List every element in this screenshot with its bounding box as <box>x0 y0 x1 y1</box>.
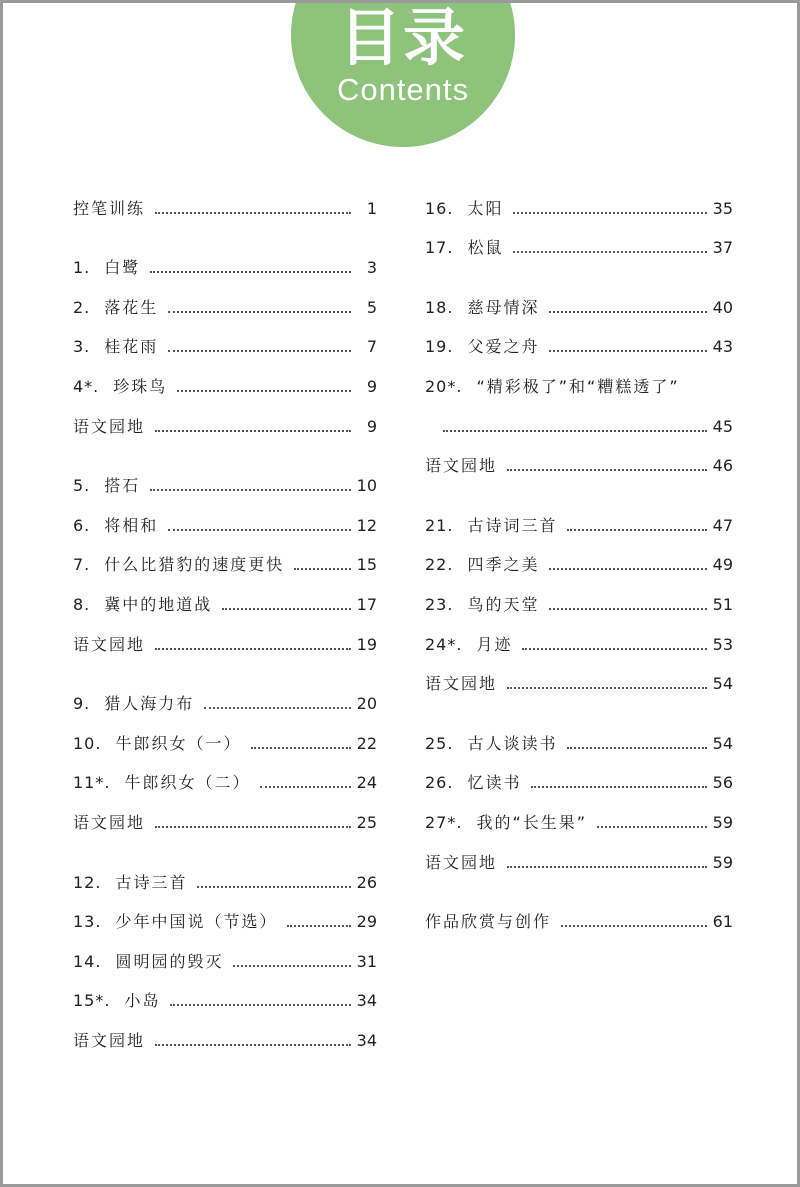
toc-entry-page: 19 <box>356 634 377 654</box>
toc-entry-number: 12. <box>73 872 102 892</box>
badge-title: 目录 <box>338 1 467 74</box>
toc-entry[interactable] <box>425 278 733 318</box>
toc-entry-title: 松鼠 <box>467 238 504 258</box>
toc-entry-page: 54 <box>712 733 733 753</box>
toc-entry-title: 语文园地 <box>73 634 146 654</box>
toc-entry-number: 17. <box>425 238 454 258</box>
toc-entry-page: 20 <box>356 694 377 714</box>
toc-entry[interactable] <box>425 615 733 655</box>
toc-entry-page: 35 <box>712 198 733 218</box>
dot-leader <box>168 350 351 352</box>
dot-leader <box>561 925 707 927</box>
toc-entry-title: 小岛 <box>124 991 161 1011</box>
toc-entry[interactable] <box>73 397 377 437</box>
toc-entry-number: 19. <box>425 337 454 357</box>
toc-entry-page: 61 <box>712 912 733 932</box>
toc-entry-title: 太阳 <box>467 198 504 218</box>
toc-entry[interactable] <box>73 1011 377 1051</box>
toc-entry-title: 语文园地 <box>73 1030 146 1050</box>
toc-entry[interactable] <box>73 457 377 497</box>
toc-entry[interactable] <box>73 496 377 536</box>
toc-entry[interactable] <box>73 675 377 715</box>
toc-right-column <box>425 179 733 932</box>
toc-entry-page: 29 <box>356 912 377 932</box>
dot-leader <box>155 430 351 432</box>
toc-entry[interactable] <box>73 714 377 754</box>
dot-leader <box>150 271 351 273</box>
toc-entry[interactable] <box>73 536 377 576</box>
toc-entry-page: 43 <box>712 337 733 357</box>
toc-entry[interactable] <box>73 575 377 615</box>
toc-entry-title: 月迹 <box>476 634 513 654</box>
toc-entry-page: 7 <box>366 337 377 357</box>
toc-entry-title: 桂花雨 <box>104 337 159 357</box>
toc-entry-number: 5. <box>73 476 91 496</box>
toc-entry[interactable] <box>425 893 733 933</box>
toc-entry-page: 9 <box>366 416 377 436</box>
toc-entry-number: 11*. <box>73 773 111 793</box>
toc-entry-title: 鸟的天堂 <box>467 594 540 614</box>
toc-entry-title: 控笔训练 <box>73 198 146 218</box>
dot-leader <box>443 430 707 432</box>
toc-entry-title: “精彩极了”和“糟糕透了” <box>476 376 680 396</box>
toc-entry-title: 牛郎织女（二） <box>124 773 251 793</box>
toc-entry-number: 8. <box>73 594 91 614</box>
toc-entry-title: 牛郎织女（一） <box>115 733 242 753</box>
toc-entry-page: 10 <box>356 476 377 496</box>
toc-entry-number: 23. <box>425 594 454 614</box>
toc-entry-number: 1. <box>73 258 91 278</box>
toc-entry-number: 20*. <box>425 376 463 396</box>
dot-leader <box>155 648 351 650</box>
toc-entry-page: 34 <box>356 991 377 1011</box>
toc-entry[interactable] <box>73 615 377 655</box>
toc-entry-page: 31 <box>356 951 377 971</box>
dot-leader <box>150 489 350 491</box>
toc-entry[interactable] <box>425 754 733 794</box>
toc-entry[interactable] <box>425 793 733 833</box>
toc-entry-page: 53 <box>712 634 733 654</box>
toc-entry-title: 什么比猎豹的速度更快 <box>104 555 285 575</box>
toc-entry[interactable] <box>425 318 733 358</box>
dot-leader <box>549 608 706 610</box>
toc-entry-title: 忆读书 <box>467 773 522 793</box>
toc-entry-title: 四季之美 <box>467 555 540 575</box>
toc-entry-number: 13. <box>73 912 102 932</box>
toc-entry-number: 7. <box>73 555 91 575</box>
toc-entry-title: 我的“长生果” <box>476 812 588 832</box>
toc-entry-number: 18. <box>425 297 454 317</box>
toc-entry[interactable] <box>425 575 733 615</box>
toc-entry-title: 搭石 <box>104 476 141 496</box>
toc-entry-title: 语文园地 <box>425 674 498 694</box>
dot-leader <box>287 925 350 927</box>
toc-entry[interactable] <box>73 357 377 397</box>
toc-entry[interactable] <box>425 496 733 536</box>
toc-entry-title: 少年中国说（节选） <box>115 912 278 932</box>
toc-entry-number: 3. <box>73 337 91 357</box>
toc-entry-page: 46 <box>712 456 733 476</box>
toc-entry-number: 21. <box>425 515 454 535</box>
toc-entry-title: 作品欣赏与创作 <box>425 912 552 932</box>
toc-entry-page: 26 <box>356 872 377 892</box>
toc-entry[interactable] <box>73 853 377 893</box>
toc-entry[interactable] <box>425 437 733 477</box>
toc-entry-number: 25. <box>425 733 454 753</box>
toc-entry[interactable] <box>425 357 733 397</box>
toc-entry-page: 47 <box>712 515 733 535</box>
toc-entry-title: 语文园地 <box>425 456 498 476</box>
toc-entry-number: 26. <box>425 773 454 793</box>
toc-entry-page: 15 <box>356 555 377 575</box>
dot-leader <box>567 747 706 749</box>
toc-entry[interactable] <box>73 278 377 318</box>
toc-entry-title: 冀中的地道战 <box>104 594 213 614</box>
dot-leader <box>549 350 706 352</box>
toc-entry-title: 古诗三首 <box>115 872 188 892</box>
dot-leader <box>513 251 706 253</box>
toc-entry-page: 59 <box>712 852 733 872</box>
toc-entry[interactable] <box>425 833 733 873</box>
toc-entry-title: 白鹭 <box>104 258 141 278</box>
toc-entry-page: 17 <box>356 594 377 614</box>
toc-entry[interactable] <box>425 536 733 576</box>
toc-entry-number: 6. <box>73 515 91 535</box>
toc-entry-number: 16. <box>425 198 454 218</box>
toc-entry-number: 9. <box>73 694 91 714</box>
toc-entry-number: 4*. <box>73 376 100 396</box>
toc-entry[interactable] <box>425 655 733 695</box>
toc-entry[interactable] <box>425 179 733 219</box>
dot-leader <box>170 1004 350 1006</box>
toc-entry-title: 慈母情深 <box>467 297 540 317</box>
dot-leader <box>168 529 350 531</box>
dot-leader <box>260 786 350 788</box>
toc-entry-title: 古人谈读书 <box>467 733 558 753</box>
toc-entry-number: 14. <box>73 951 102 971</box>
toc-entry-page: 40 <box>712 297 733 317</box>
dot-leader <box>507 469 707 471</box>
dot-leader <box>233 965 350 967</box>
toc-entry-title: 古诗词三首 <box>467 515 558 535</box>
dot-leader <box>567 529 706 531</box>
toc-entry-page: 9 <box>366 376 377 396</box>
toc-entry[interactable] <box>73 793 377 833</box>
toc-entry-title: 珍珠鸟 <box>113 376 168 396</box>
toc-entry-page: 45 <box>712 416 733 436</box>
toc-entry-title: 语文园地 <box>425 852 498 872</box>
dot-leader <box>155 826 351 828</box>
dot-leader <box>251 747 350 749</box>
toc-entry[interactable] <box>425 397 733 437</box>
badge-subtitle: Contents <box>336 72 470 107</box>
dot-leader <box>549 311 706 313</box>
dot-leader <box>222 608 350 610</box>
toc-entry-page: 1 <box>366 198 377 218</box>
toc-entry[interactable] <box>425 714 733 754</box>
dot-leader <box>522 648 706 650</box>
toc-entry[interactable] <box>73 239 377 279</box>
toc-entry-title: 语文园地 <box>73 812 146 832</box>
toc-entry-page: 49 <box>712 555 733 575</box>
toc-entry-page: 51 <box>712 594 733 614</box>
toc-entry-number: 2. <box>73 297 91 317</box>
toc-entry-title: 猎人海力布 <box>104 694 195 714</box>
toc-entry-title: 圆明园的毁灭 <box>115 951 224 971</box>
toc-entry-title: 落花生 <box>104 297 159 317</box>
toc-entry-number: 15*. <box>73 991 111 1011</box>
toc-entry-page: 59 <box>712 812 733 832</box>
contents-badge <box>291 0 515 147</box>
dot-leader <box>294 568 350 570</box>
toc-entry-page: 3 <box>366 258 377 278</box>
toc-entry[interactable] <box>425 219 733 259</box>
dot-leader <box>197 886 350 888</box>
toc-entry-page: 54 <box>712 674 733 694</box>
dot-leader <box>549 568 706 570</box>
toc-entry-page: 24 <box>356 773 377 793</box>
toc-entry-title: 语文园地 <box>73 416 146 436</box>
dot-leader <box>531 786 706 788</box>
toc-entry-page: 37 <box>712 238 733 258</box>
toc-entry[interactable] <box>73 932 377 972</box>
toc-entry-number: 24*. <box>425 634 463 654</box>
toc-left-column <box>73 179 377 1051</box>
dot-leader <box>513 212 706 214</box>
dot-leader <box>507 866 707 868</box>
toc-entry-page: 22 <box>356 733 377 753</box>
toc-entry-page: 34 <box>356 1030 377 1050</box>
dot-leader <box>507 687 707 689</box>
toc-entry-page: 25 <box>356 812 377 832</box>
toc-entry[interactable] <box>73 754 377 794</box>
toc-entry-page: 5 <box>366 297 377 317</box>
toc-entry-number: 27*. <box>425 812 463 832</box>
toc-entry-number: 10. <box>73 733 102 753</box>
toc-entry[interactable] <box>73 972 377 1012</box>
toc-entry-page: 12 <box>356 515 377 535</box>
dot-leader <box>155 212 351 214</box>
dot-leader <box>597 826 707 828</box>
dot-leader <box>177 390 351 392</box>
toc-entry[interactable] <box>73 893 377 933</box>
toc-entry[interactable] <box>73 318 377 358</box>
toc-entry-title: 父爱之舟 <box>467 337 540 357</box>
toc-entry-title: 将相和 <box>104 515 159 535</box>
dot-leader <box>168 311 351 313</box>
toc-entry[interactable] <box>73 179 377 219</box>
dot-leader <box>204 707 350 709</box>
toc-entry-number: 22. <box>425 555 454 575</box>
dot-leader <box>155 1044 351 1046</box>
toc-entry-page: 56 <box>712 773 733 793</box>
